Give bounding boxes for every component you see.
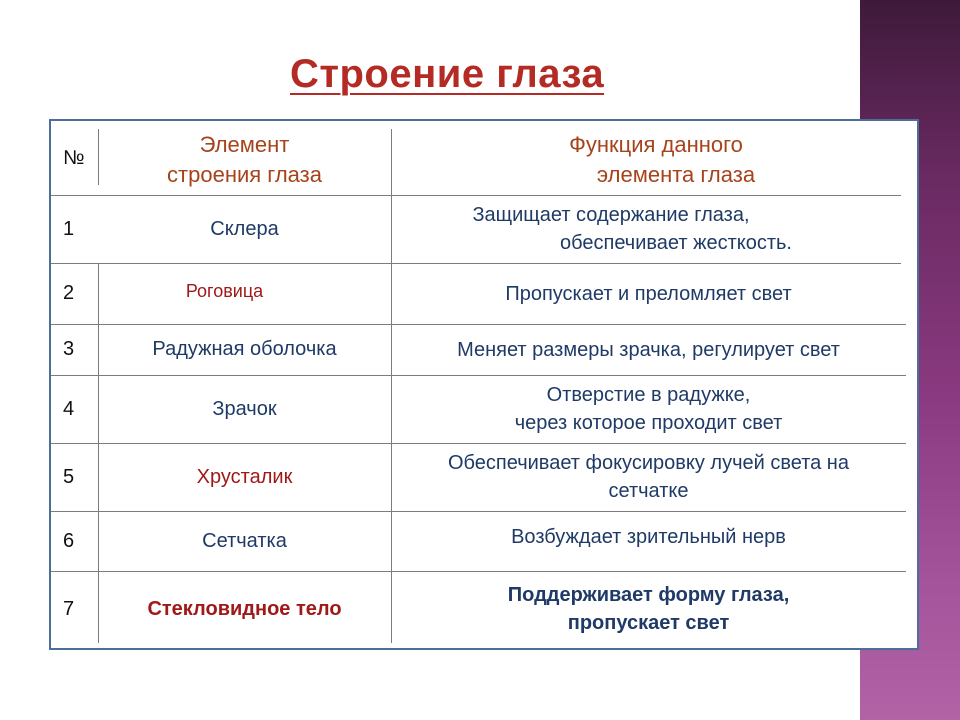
row-num: 3 (63, 338, 75, 360)
row-num: 1 (63, 217, 75, 240)
header-element-line1: Элемент (199, 132, 290, 157)
element-name: Хрусталик (196, 465, 293, 488)
element-function (391, 195, 911, 263)
element-function (391, 571, 906, 647)
function-line: обеспечивает жесткость. (560, 232, 792, 254)
function-line: Возбуждает зрительный нерв (511, 526, 786, 548)
function-line: Пропускает и преломляет свет (505, 282, 792, 305)
header-function-line2: элемента глаза (596, 162, 756, 187)
function-line: сетчатке (608, 480, 689, 502)
function-line: через которое проходит свет (514, 412, 783, 434)
row-num: 6 (63, 529, 75, 552)
function-line: Отверстие в радужке, (546, 384, 751, 406)
element-function (391, 375, 906, 443)
function-line: Поддерживает форму глаза, (507, 584, 790, 606)
row-num: 2 (63, 282, 75, 304)
element-name: Стекловидное тело (147, 597, 342, 620)
element-function (391, 324, 906, 375)
header-num: № (63, 146, 85, 169)
row-num: 7 (63, 597, 75, 620)
function-line: Меняет размеры зрачка, регулирует свет (457, 338, 840, 361)
header-element-line2: строения глаза (167, 162, 322, 187)
header-function-line1: Функция данного (569, 132, 743, 157)
element-name: Склера (210, 217, 279, 240)
header-function (391, 125, 921, 195)
element-name: Радужная оболочка (152, 338, 337, 360)
element-function (391, 263, 906, 324)
element-name: Сетчатка (202, 529, 287, 552)
row-num: 5 (63, 465, 75, 488)
function-line: пропускает свет (567, 612, 730, 634)
element-function (391, 443, 906, 511)
page-title: Строение глаза (290, 52, 605, 96)
function-line: Обеспечивает фокусировку лучей света на (448, 452, 849, 474)
element-function (391, 511, 906, 571)
element-name: Зрачок (212, 397, 277, 420)
function-line: Защищает содержание глаза, (472, 204, 750, 226)
eye-structure-table (49, 119, 919, 650)
header-element (98, 125, 391, 195)
row-num: 4 (63, 397, 75, 420)
element-name: Роговица (185, 281, 264, 301)
